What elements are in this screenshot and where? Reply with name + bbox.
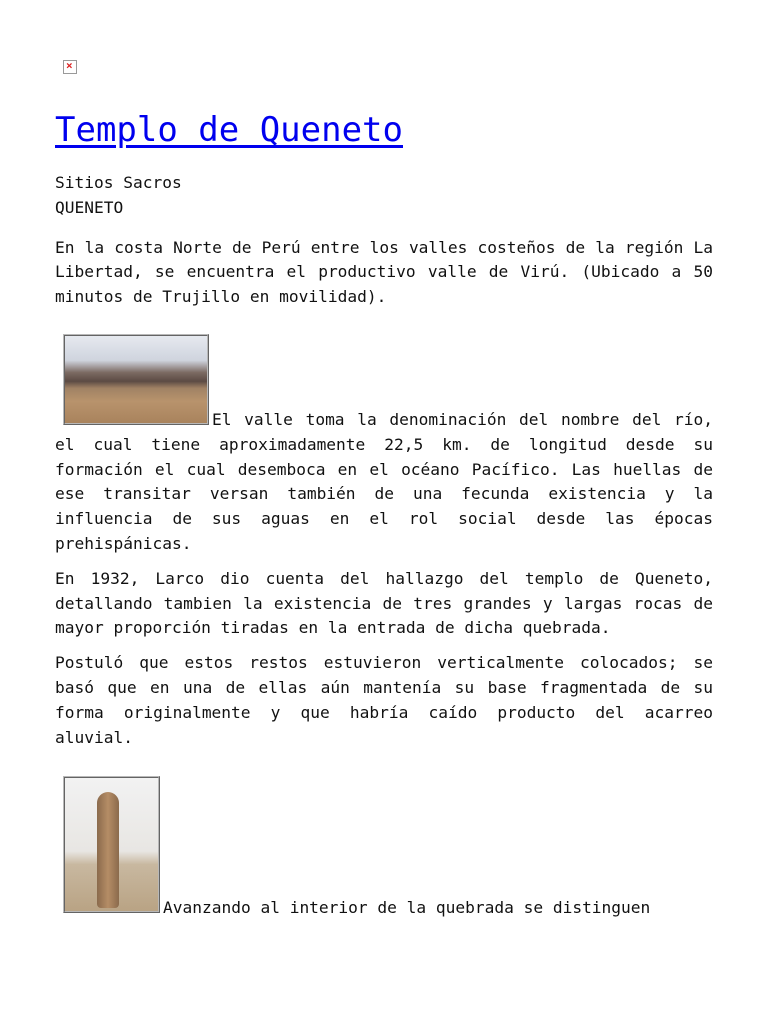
valley-paragraph-text: El valle toma la denominación del nombre del río, el cual tiene aproximadamente 22,5 km. de longitud desde su formación el cual desemboca en el océano Pacífico. Las huellas de ese transitar versan también de una fecunda existencia y la influencia de sus aguas en el rol social desde las épocas prehispánicas. (55, 409, 713, 553)
valley-photo (63, 334, 209, 425)
quebrada-paragraph-text: Avanzando al interior de la quebrada se distinguen (163, 898, 651, 918)
intro-paragraph: En la costa Norte de Perú entre los valles costeños de la región La Libertad, se encuentra el productivo valle de Virú. (Ubicado a 50 minutos de Trujillo en movilidad). (55, 237, 713, 307)
section-heading: QUENETO (55, 197, 124, 217)
page-title (55, 106, 403, 154)
broken-image-icon (63, 60, 77, 74)
article-body (55, 171, 713, 931)
category-label: Sitios Sacros (55, 173, 182, 192)
postulo-paragraph: Postuló que estos restos estuvieron verticalmente colocados; se basó que en una de ellas aún mantenía su base fragmentada de su forma originalmente y que habría caído producto del acarreo aluvial. (55, 653, 713, 747)
larco-paragraph: En 1932, Larco dio cuenta del hallazgo del templo de Queneto, detallando tambien la existencia de tres grandes y largas rocas de mayor proporción tiradas en la entrada de dicha quebrada. (55, 568, 713, 638)
monolith-photo (63, 776, 160, 913)
broken-image-glyph: × (66, 59, 73, 72)
quebrada-paragraph (55, 768, 713, 921)
title-link[interactable]: Templo de Queneto (55, 110, 403, 150)
valley-paragraph (55, 324, 713, 557)
